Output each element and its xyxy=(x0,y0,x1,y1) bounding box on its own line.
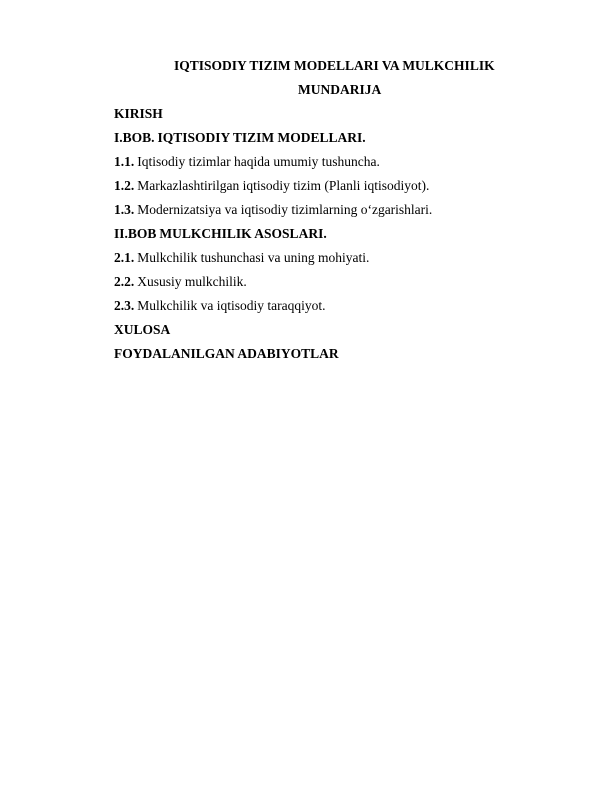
toc-entry-number: 1.1. xyxy=(114,154,135,169)
toc-entry xyxy=(114,202,432,226)
toc-entry xyxy=(114,274,432,298)
toc-entry-text: FOYDALANILGAN ADABIYOTLAR xyxy=(114,346,339,361)
toc-entry-text: Xususiy mulkchilik. xyxy=(137,274,247,289)
toc-entry xyxy=(114,106,432,130)
toc-entry-text: Modernizatsiya va iqtisodiy tizimlarning o‘zgarishlari. xyxy=(137,202,433,217)
toc-entry-text: Mulkchilik va iqtisodiy taraqqiyot. xyxy=(137,298,326,313)
toc-entry xyxy=(114,298,432,322)
toc-entry-text: Markazlashtirilgan iqtisodiy tizim (Planli iqtisodiyot). xyxy=(137,178,430,193)
toc-entry xyxy=(114,250,432,274)
toc-entry xyxy=(114,226,432,250)
toc-entry-number: 1.2. xyxy=(114,178,135,193)
table-of-contents xyxy=(114,106,432,370)
toc-entry-number: 2.2. xyxy=(114,274,135,289)
toc-entry xyxy=(114,130,432,154)
toc-entry-number: II.BOB xyxy=(114,226,157,241)
toc-entry-number: 2.1. xyxy=(114,250,135,265)
document-title: IQTISODIY TIZIM MODELLARI VA MULKCHILIK xyxy=(174,58,495,73)
toc-entry-number: I.BOB. xyxy=(114,130,155,145)
toc-entry xyxy=(114,322,432,346)
toc-entry xyxy=(114,346,432,370)
toc-entry-number: 1.3. xyxy=(114,202,135,217)
toc-entry-text: Mulkchilik tushunchasi va uning mohiyati. xyxy=(137,250,370,265)
toc-entry-text: Iqtisodiy tizimlar haqida umumiy tushuncha. xyxy=(137,154,380,169)
toc-entry xyxy=(114,154,432,178)
toc-entry-number: 2.3. xyxy=(114,298,135,313)
contents-heading: MUNDARIJA xyxy=(298,82,382,97)
toc-entry-text: XULOSA xyxy=(114,322,171,337)
toc-entry-text: KIRISH xyxy=(114,106,163,121)
toc-entry-text: IQTISODIY TIZIM MODELLARI. xyxy=(157,130,366,145)
toc-entry xyxy=(114,178,432,202)
toc-entry-text: MULKCHILIK ASOSLARI. xyxy=(159,226,327,241)
